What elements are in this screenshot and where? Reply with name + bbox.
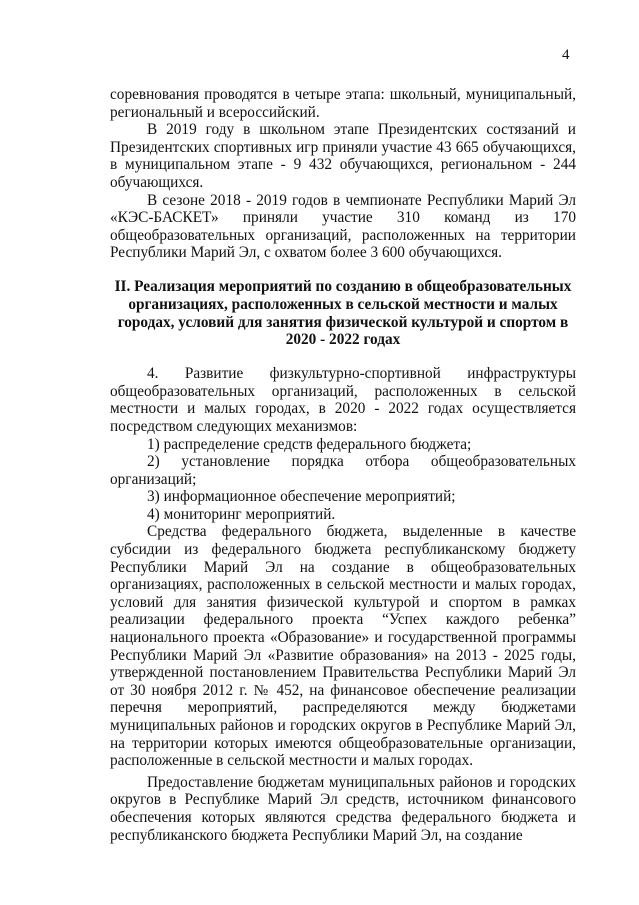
paragraph: В 2019 году в школьном этапе Президентских состязаний и Президентских спортивных игр приняли участие 43 665 обучающихся, в муниципальном этапе - 9 432 обучающихся, региональном - 244 обучающихся. (110, 121, 576, 191)
paragraph: В сезоне 2018 - 2019 годов в чемпионате Республики Марий Эл «КЭС-БАСКЕТ» приняли участие 310 команд из 170 общеобразовательных организаций, расположенных на территории Республики Марий Эл, с охватом более 3 600 обучающихся. (110, 191, 576, 262)
section-heading: II. Реализация мероприятий по созданию в общеобразовательных организациях, расположенных в сельской местности и малых городах, условий для занятия физической культурой и спортом в 2020 - 2022 годах (114, 277, 572, 349)
document-body (110, 86, 576, 844)
page-number: 4 (562, 47, 570, 63)
list-item: 3) информационное обеспечение мероприятий; (147, 488, 456, 506)
list-item: 4) мониторинг мероприятий. (147, 505, 336, 523)
paragraph: 4. Развитие физкультурно-спортивной инфраструктуры общеобразовательных организаций, расположенных в сельской местности и малых городах, в 2020 - 2022 годах осуществляется посредством следующих механизмов: (110, 365, 576, 435)
paragraph: Средства федерального бюджета, выделенные в качестве субсидии из федерального бюджета республиканскому бюджету Республики Марий Эл на создание в общеобразовательных организациях, расположенных в сельской местности и малых городах, условий для занятия физической культурой и спортом в рамках реализации федерального проекта “Успех каждого ребенка” национального проекта «Образование» и государственной программы Республики Марий Эл «Развитие образования» на 2013 - 2025 годы, утвержденной постановлением Правительства Республики Марий Эл от 30 ноября 2012 г. № 452, на финансовое обеспечение реализации перечня мероприятий, распределяются между бюджетами муниципальных районов и городских округов в Республике Марий Эл, на территории которых имеются общеобразовательные организации, расположенные в сельской местности и малых городах. (110, 523, 576, 770)
paragraph: соревнования проводятся в четыре этапа: школьный, муниципальный, региональный и всероссийский. (110, 86, 576, 121)
list-item: 1) распределение средств федерального бюджета; (147, 435, 472, 453)
list-item: 2) установление порядка отбора общеобразовательных организаций; (110, 453, 576, 488)
paragraph: Предоставление бюджетам муниципальных районов и городских округов в Республике Марий Эл средств, источником финансового обеспечения которых являются средства федерального бюджета и республиканского бюджета Республики Марий Эл, на создание (110, 773, 576, 844)
